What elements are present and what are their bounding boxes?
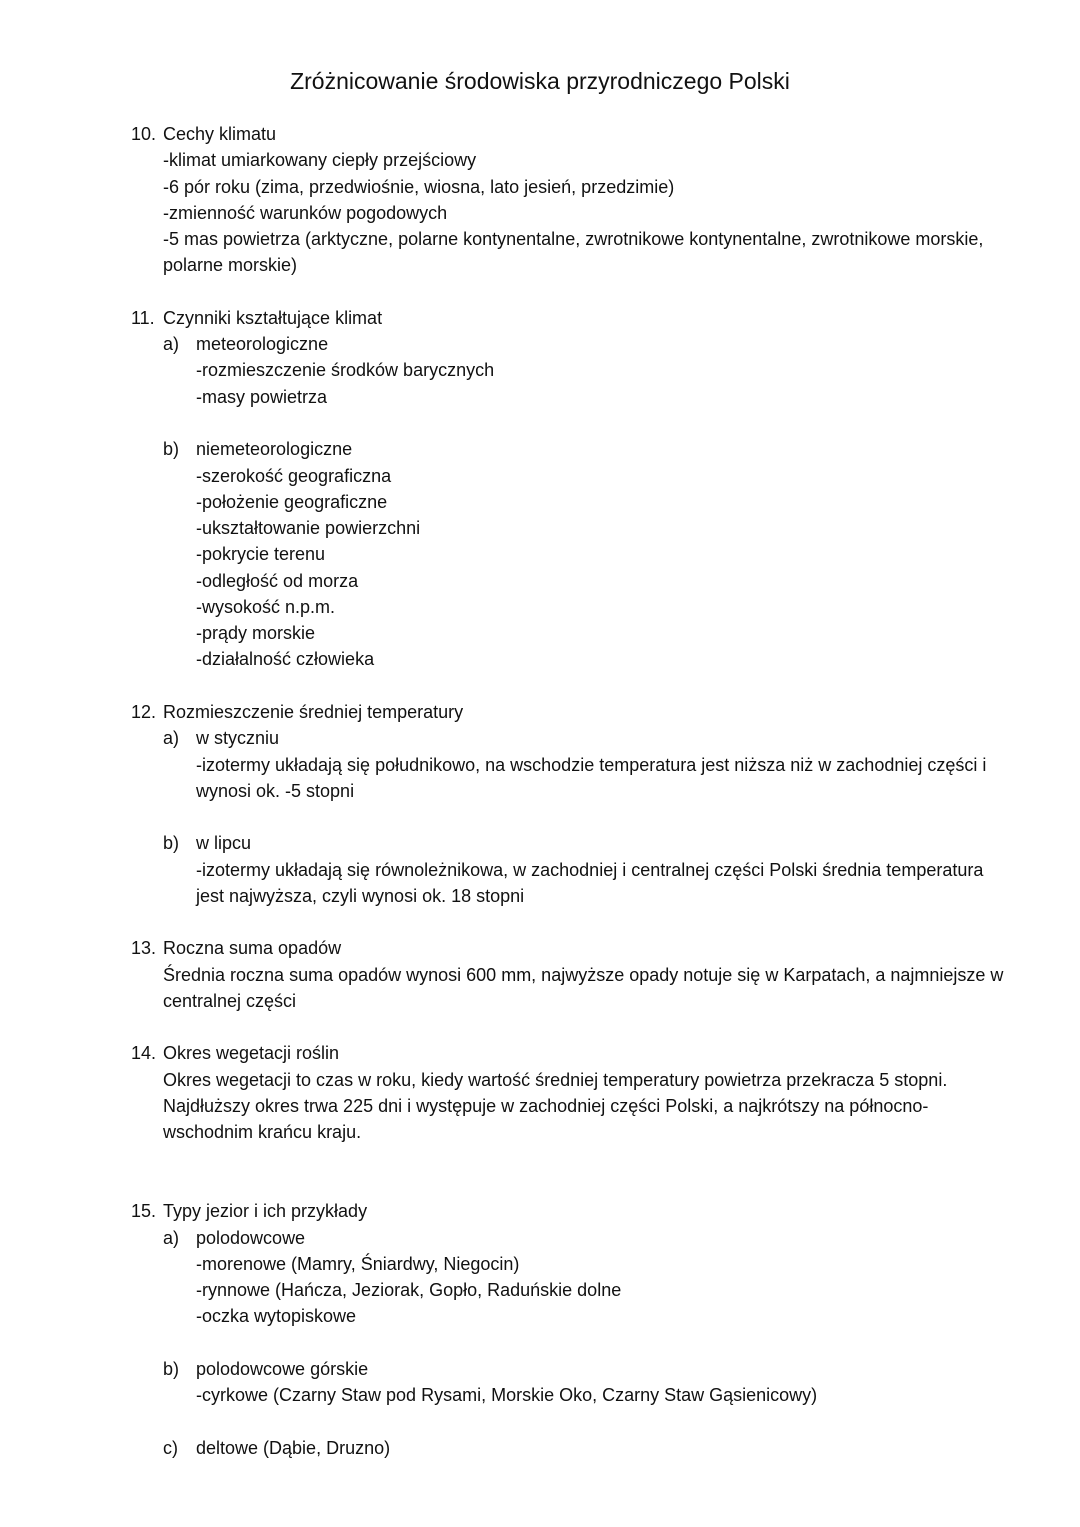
list-item: -klimat umiarkowany ciepły przejściowy [163, 150, 477, 170]
list-item: -masy powietrza [196, 387, 328, 407]
list-item: -6 pór roku (zima, przedwiośnie, wiosna, lato jesień, przedzimie) [163, 177, 675, 197]
list-item: -cyrkowe (Czarny Staw pod Rysami, Morskie Oko, Czarny Staw Gąsienicowy) [196, 1385, 818, 1405]
page-title: Zróżnicowanie środowiska przyrodniczego Polski [290, 68, 790, 94]
list-item: jest najwyższa, czyli wynosi ok. 18 stopni [196, 886, 525, 906]
list-item: -prądy morskie [196, 623, 316, 643]
section-heading: Cechy klimatu [163, 124, 277, 144]
subsection-letter: a) [163, 728, 180, 748]
list-item: -odległość od morza [196, 571, 359, 591]
list-item: -szerokość geograficzna [196, 466, 392, 486]
paragraph-line: centralnej części [163, 991, 297, 1011]
section-number: 13. [131, 938, 157, 958]
list-item: -izotermy układają się południkowo, na wschodzie temperatura jest niższa niż w zachodniej części i [196, 755, 987, 775]
list-item: -rynnowe (Hańcza, Jeziorak, Gopło, Raduńskie dolne [196, 1280, 622, 1300]
section-heading: Roczna suma opadów [163, 938, 342, 958]
subsection-heading: w styczniu [196, 728, 280, 748]
section-heading: Czynniki kształtujące klimat [163, 308, 383, 328]
paragraph-line: wschodnim krańcu kraju. [163, 1122, 362, 1142]
subsection-heading: niemeteorologiczne [196, 439, 353, 459]
subsection-letter: b) [163, 439, 180, 459]
paragraph-line: Średnia roczna suma opadów wynosi 600 mm, najwyższe opady notuje się w Karpatach, a najmniejsze w [163, 965, 1004, 985]
subsection-letter: b) [163, 833, 180, 853]
list-item: -położenie geograficzne [196, 492, 388, 512]
subsection-letter: b) [163, 1359, 180, 1379]
list-item: -5 mas powietrza (arktyczne, polarne kontynentalne, zwrotnikowe kontynentalne, zwrotnikowe morskie, [163, 229, 984, 249]
list-item: -działalność człowieka [196, 649, 375, 669]
list-item: -morenowe (Mamry, Śniardwy, Niegocin) [196, 1254, 520, 1274]
subsection-letter: a) [163, 334, 180, 354]
list-item: polarne morskie) [163, 255, 298, 275]
list-item: -wysokość n.p.m. [196, 597, 336, 617]
paragraph-line: Najdłuższy okres trwa 225 dni i występuje w zachodniej części Polski, a najkrótszy na północno- [163, 1096, 929, 1116]
subsection-heading: polodowcowe [196, 1228, 306, 1248]
list-item: wynosi ok. -5 stopni [196, 781, 355, 801]
section-number: 10. [131, 124, 157, 144]
subsection-heading: w lipcu [196, 833, 252, 853]
section-heading: Okres wegetacji roślin [163, 1043, 340, 1063]
list-item: -ukształtowanie powierzchni [196, 518, 421, 538]
section-number: 11. [131, 308, 155, 328]
section-number: 14. [131, 1043, 157, 1063]
list-item: -rozmieszczenie środków barycznych [196, 360, 495, 380]
list-item: -izotermy układają się równoleżnikowa, w zachodniej i centralnej części Polski średnia temperatura [196, 860, 984, 880]
subsection-heading: polodowcowe górskie [196, 1359, 369, 1379]
subsection-letter: a) [163, 1228, 180, 1248]
section-heading: Typy jezior i ich przykłady [163, 1201, 368, 1221]
subsection-letter: c) [163, 1438, 178, 1458]
subsection-heading: meteorologiczne [196, 334, 329, 354]
section-heading: Rozmieszczenie średniej temperatury [163, 702, 464, 722]
list-item: -oczka wytopiskowe [196, 1306, 357, 1326]
paragraph-line: Okres wegetacji to czas w roku, kiedy wartość średniej temperatury powietrza przekracza 5 stopni. [163, 1070, 948, 1090]
section-number: 15. [131, 1201, 157, 1221]
subsection-heading: deltowe (Dąbie, Druzno) [196, 1438, 391, 1458]
list-item: -pokrycie terenu [196, 544, 326, 564]
list-item: -zmienność warunków pogodowych [163, 203, 448, 223]
section-number: 12. [131, 702, 157, 722]
